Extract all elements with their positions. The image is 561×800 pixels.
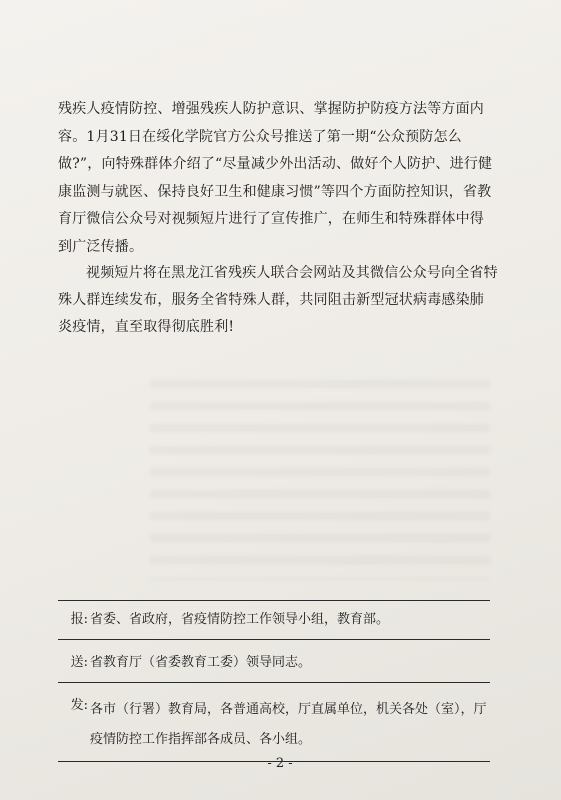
report-label: 报: [70, 612, 88, 627]
body-paragraph-2: 视频短片将在黑龙江省残疾人联合会网站及其微信公众号向全省特殊人群连续发布，服务全省特殊人群，共同阻击新型冠状病毒感染肺炎疫情，直至取得彻底胜利! [58, 265, 498, 335]
issue-recipients: 各市（行署）教育局，各普通高校，厅直属单位，机关各处（室），厅疫情防控工作指挥部各成员、各小组。 [90, 702, 487, 747]
body-paragraph-1: 残疾人疫情防控、增强残疾人防护意识、掌握防护防疫方法等方面内容。1月31日在绥化学院官方公众号推送了第一期“公众预防怎么做?”，向特殊群体介绍了“尽量减少外出活动、做好个人防护、进行健康监测与就医、保持良好卫生和健康习惯”等四个方面防控知识，省教育厅微信公众号对视频短片进行了宣传推广，在师生和特殊群体中得到广泛传播。 [58, 101, 493, 255]
send-row [58, 652, 490, 683]
page-number: - 2 - [267, 756, 293, 771]
issue-row [58, 695, 490, 755]
distribution-block [58, 600, 490, 762]
show-through-shadow [150, 380, 490, 580]
report-recipients: 省委、省政府，省疫情防控工作领导小组，教育部。 [90, 612, 390, 627]
send-recipients: 省教育厅（省委教育工委）领导同志。 [90, 655, 312, 670]
send-label: 送: [70, 655, 88, 670]
issue-label: 发: [70, 698, 88, 713]
report-row [58, 609, 490, 640]
